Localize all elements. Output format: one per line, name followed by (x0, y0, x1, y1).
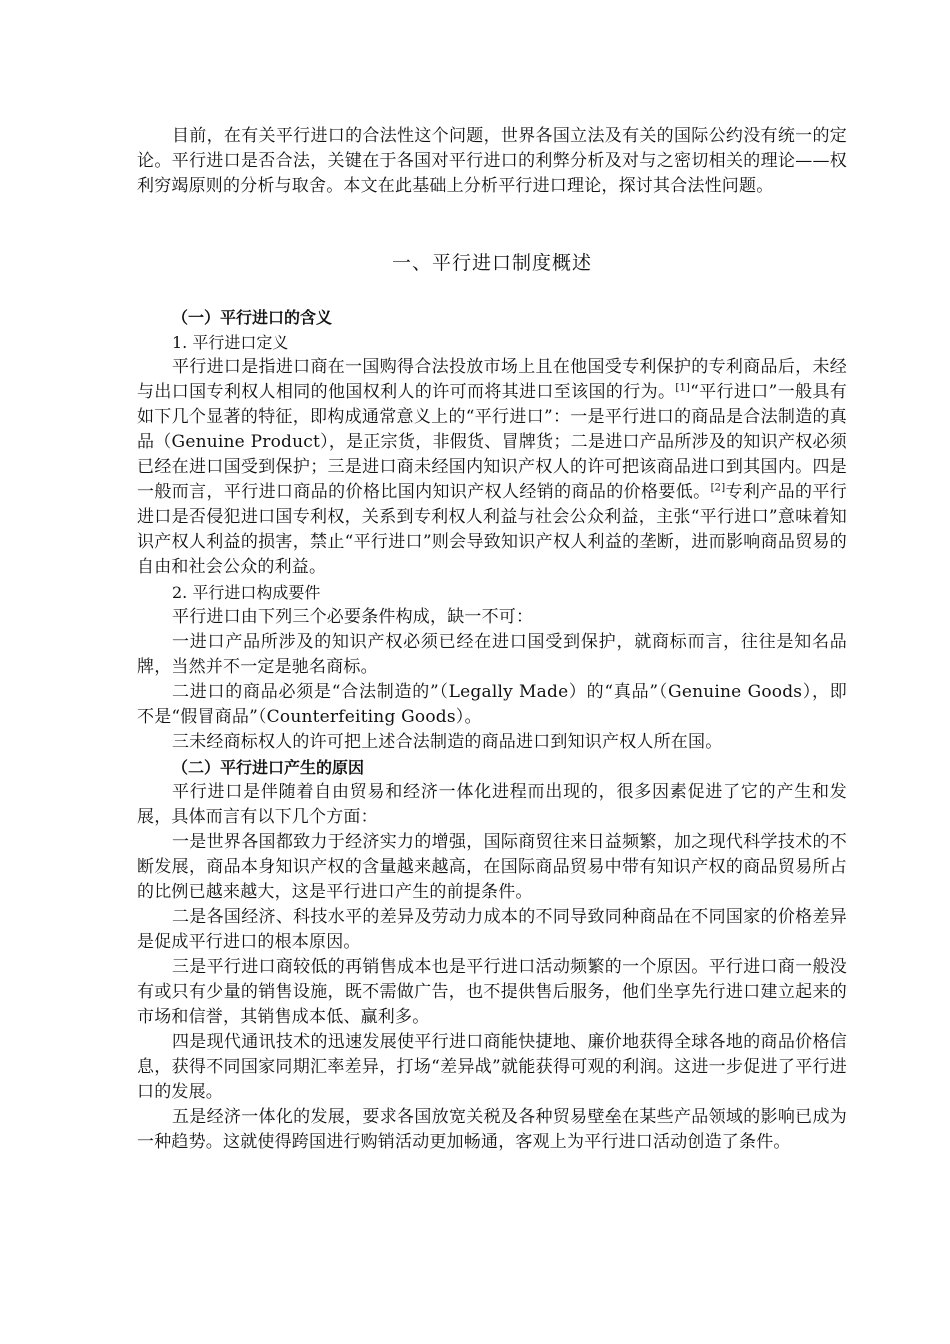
footnote-ref-2: [2] (710, 482, 726, 494)
cause-2: 二是各国经济、科技水平的差异及劳动力成本的不同导致同种商品在不同国家的价格差异是促成平行进口的根本原因。 (137, 907, 847, 952)
definition-paragraph (137, 355, 847, 580)
cause-1: 一是世界各国都致力于经济实力的增强，国际商贸往来日益频繁，加之现代科学技术的不断发展，商品本身知识产权的含量越来越高，在国际商品贸易中带有知识产权的商品贸易所占的比例已越来越大，这是平行进口产生的前提条件。 (137, 832, 847, 902)
definition-text-b: “平行进口”一般具有如下几个显著的特征，即构成通常意义上的“平行进口”：一是平行进口的商品是合法制造的真品（Genuine Product），是正宗货，非假货、冒牌货；二是进口产品所涉及的知识产权必须已经在进口国受到保护；三是进口商未经国内知识产权人的许可把该商品进口到其国内。四是一般而言，平行进口商品的价格比国内知识产权人经销的商品的价格要低。 (137, 382, 848, 502)
intro-paragraph: 目前，在有关平行进口的合法性这个问题，世界各国立法及有关的国际公约没有统一的定论。平行进口是否合法，关键在于各国对平行进口的利弊分析及对与之密切相关的理论——权利穷竭原则的分析与取舍。本文在此基础上分析平行进口理论，探讨其合法性问题。 (137, 126, 847, 196)
document-body (137, 124, 847, 1155)
cause-4: 四是现代通讯技术的迅速发展使平行进口商能快捷地、廉价地获得全球各地的商品价格信息，获得不同国家同期汇率差异，打场“差异战”就能获得可观的利润。这进一步促进了平行进口的发展。 (137, 1032, 847, 1102)
item-title-definition: 1. 平行进口定义 (172, 333, 289, 352)
cause-3: 三是平行进口商较低的再销售成本也是平行进口活动频繁的一个原因。平行进口商一般没有或只有少量的销售设施，既不需做广告，也不提供售后服务，他们坐享先行进口建立起来的市场和信誉，其销售成本低、赢利多。 (137, 957, 847, 1027)
item-title-requirements: 2. 平行进口构成要件 (172, 583, 321, 602)
causes-intro: 平行进口是伴随着自由贸易和经济一体化进程而出现的，很多因素促进了它的产生和发展，具体而言有以下几个方面： (137, 782, 847, 827)
subsection-title-causes: （二）平行进口产生的原因 (172, 758, 365, 777)
requirement-3: 三未经商标权人的许可把上述合法制造的商品进口到知识产权人所在国。 (172, 732, 723, 752)
requirement-2: 二进口的商品必须是“合法制造的”（Legally Made）的“真品”（Genuine Goods），即不是“假冒商品”（Counterfeiting Goods）。 (137, 682, 847, 727)
requirement-1: 一进口产品所涉及的知识产权必须已经在进口国受到保护，就商标而言，往往是知名品牌，当然并不一定是驰名商标。 (137, 632, 847, 677)
subsection-title-meaning: （一）平行进口的含义 (172, 308, 333, 327)
cause-5: 五是经济一体化的发展，要求各国放宽关税及各种贸易壁垒在某些产品领域的影响已成为一种趋势。这就使得跨国进行购销活动更加畅通，客观上为平行进口活动创造了条件。 (137, 1107, 847, 1152)
footnote-ref-1: [1] (675, 382, 691, 394)
section-title: 一、平行进口制度概述 (391, 252, 592, 274)
definition-text-a: 平行进口是指进口商在一国购得合法投放市场上且在他国受专利保护的专利商品后，未经与出口国专利权人相同的他国权利人的许可而将其进口至该国的行为。 (137, 357, 847, 402)
definition-text-c: 专利产品的平行进口是否侵犯进口国专利权，关系到专利权人利益与社会公众利益，主张“平行进口”意味着知识产权人利益的损害，禁止“平行进口”则会导致知识产权人利益的垄断，进而影响商品贸易的自由和社会公众的利益。 (137, 482, 847, 577)
requirements-intro: 平行进口由下列三个必要条件构成，缺一不可： (172, 607, 534, 627)
